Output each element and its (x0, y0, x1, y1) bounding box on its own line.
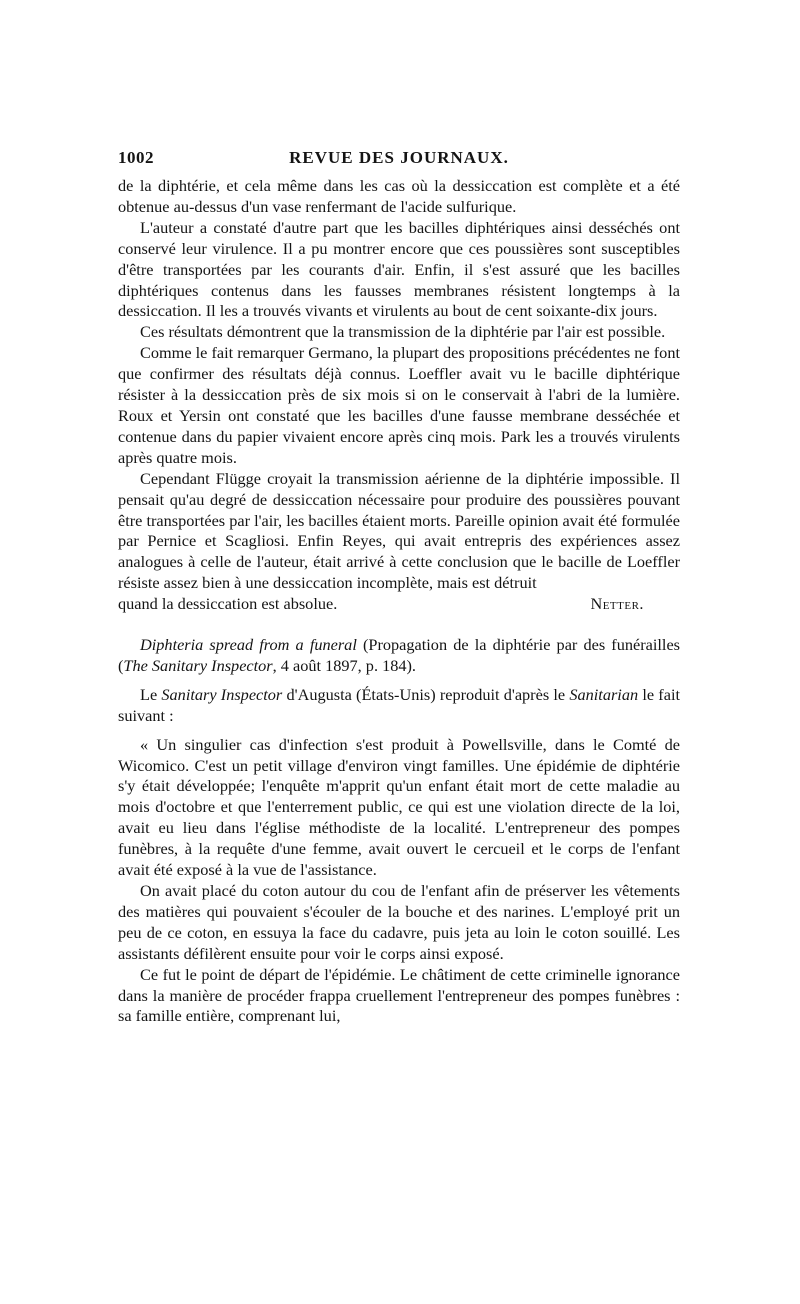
paragraph-intro (118, 685, 680, 727)
paragraph-flugge: Cependant Flügge croyait la transmission aérienne de la diphtérie impossible. Il pensait qu'au degré de dessiccation nécessaire pour produire des poussières pouvant être transportées par l'air, les bacilles étaient morts. Pareille opinion avait été formulée par Pernice et Scagliosi. Enfin Reyes, qui avait entrepris des expériences assez analogues à celle de l'auteur, était arrivé à cette conclusion que le bacille de Loeffler résiste assez bien à une dessiccation incomplète, mais est détruit (118, 468, 680, 593)
intro-sanitary-inspector: Sanitary Inspector (161, 684, 283, 704)
paragraph-virulence: L'auteur a constaté d'autre part que les bacilles diphtériques ainsi desséchés ont conservé leur virulence. Il a pu montrer encore que ces poussières sont susceptibles d'être transportées par les courants d'air. Enfin, il s'est assuré que les bacilles diphtériques contenus dans les fausses membranes résistent longtemps à la dessiccation. Il les a trouvés vivants et virulents au bout de cent soixante-dix jours. (118, 217, 680, 321)
article-title-french: (Propagation de la diphtérie par des funérailles ( (118, 635, 681, 675)
section-gap (118, 615, 680, 635)
article-title (118, 635, 680, 677)
author-signature: Netter. (590, 594, 644, 614)
article-source-date: , 4 août 1897, p. 184). (272, 655, 417, 675)
paragraph-flugge-end: quand la dessiccation est absolue. (118, 594, 338, 614)
quote-paragraph-3: Ce fut le point de départ de l'épidémie. Le châtiment de cette criminelle ignorance dans la manière de procéder frappa cruellement l'entrepreneur des pompes funèbres : sa famille entière, comprenant lui, (118, 964, 680, 1026)
quote-paragraph-1: « Un singulier cas d'infection s'est produit à Powellsville, dans le Comté de Wicomico. C'est un petit village d'environ vingt familles. Une épidémie de diphtérie s'y était développée; l'enquête m'apprit qu'un enfant était mort de cette maladie au mois d'octobre et que l'enterrement public, ce qui est une violation directe de la loi, avait eu lieu dans l'église méthodiste de la localité. L'entrepreneur des pompes funèbres, à la requête d'une femme, avait ouvert le cercueil et le corps de l'enfant avait été exposé à la vue de l'assistance. (118, 734, 680, 880)
article-diphteria-funeral (118, 635, 680, 1027)
page-number: 1002 (118, 148, 154, 167)
intro-sanitarian: Sanitarian (569, 684, 639, 704)
article-title-english: Diphteria spread from a funeral (140, 635, 357, 655)
section-gap (118, 677, 680, 685)
signature-line (118, 594, 680, 615)
article-netter (118, 176, 680, 615)
running-head (118, 148, 680, 176)
intro-text: d'Augusta (États-Unis) reproduit d'après le (282, 684, 570, 704)
intro-text: le fait suivant : (118, 684, 681, 725)
article-source: The Sanitary Inspector (123, 655, 273, 675)
paragraph-results: Ces résultats démontrent que la transmission de la diphtérie par l'air est possible. (140, 322, 666, 342)
paragraph-germano: Comme le fait remarquer Germano, la plupart des propositions précédentes ne font que confirmer des résultats déjà connus. Loeffler avait vu le bacille diphtérique résister à la dessiccation près de six mois si on le conservait à l'abri de la lumière. Roux et Yersin ont constaté que les bacilles d'une fausse membrane desséchée et contenue dans du papier vivaient encore après cinq mois. Park les a trouvés virulents après quatre mois. (118, 343, 680, 467)
section-gap (118, 727, 680, 735)
book-page (118, 148, 680, 1027)
paragraph-continuation: de la diphtérie, et cela même dans les cas où la dessiccation est complète et a été obtenue au-dessus d'un vase renfermant de l'acide sulfurique. (118, 176, 680, 216)
quote-paragraph-2: On avait placé du coton autour du cou de l'enfant afin de préserver les vêtements des matières qui pouvaient s'écouler de la bouche et des narines. L'employé prit un peu de ce coton, en essuya la face du cadavre, puis jeta au loin le coton souillé. Les assistants défilèrent ensuite pour voir le corps ainsi exposé. (118, 881, 680, 963)
journal-title: REVUE DES JOURNAUX. (289, 148, 509, 167)
intro-text: Le (140, 684, 162, 704)
